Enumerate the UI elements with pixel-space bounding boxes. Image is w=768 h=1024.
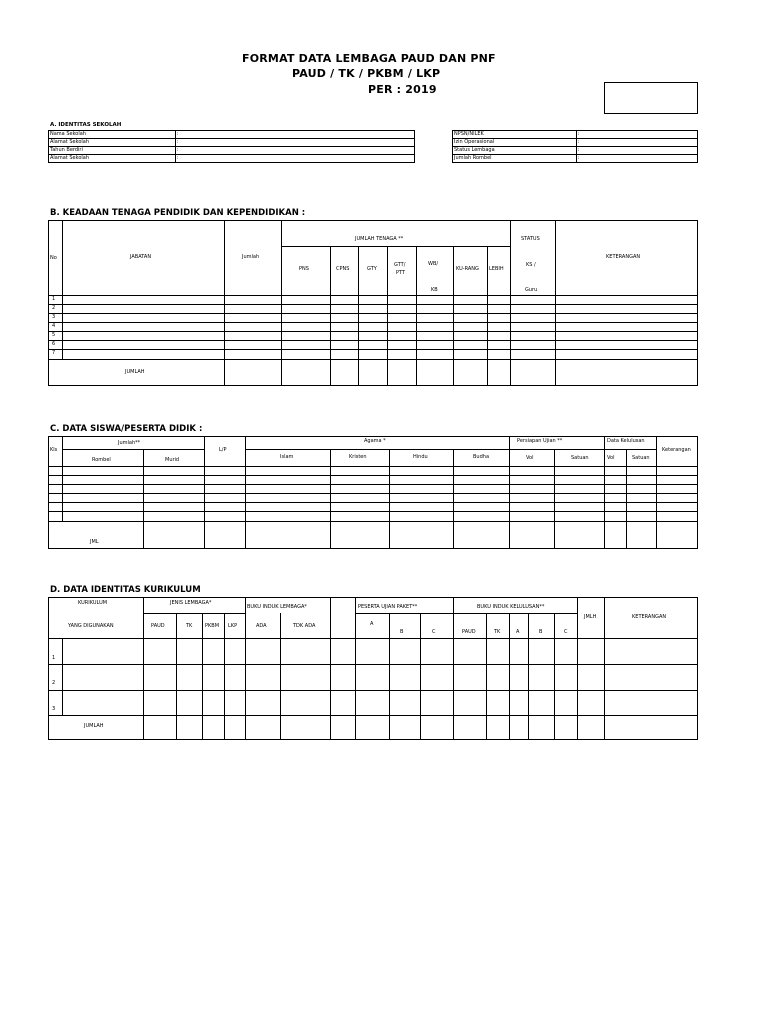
total-label: JUMLAH	[84, 723, 104, 729]
row-number: 1	[52, 655, 56, 661]
identity-table-left	[48, 130, 415, 163]
header-jumlah: Jumlah	[242, 254, 260, 260]
header-tdk-ada: TDK ADA	[293, 623, 316, 629]
header-peserta: PESERTA UJIAN PAKET**	[358, 604, 418, 610]
header-keterangan: KETERANGAN	[632, 614, 667, 620]
header-kristen: Kristen	[349, 454, 367, 460]
header-agama: Agama *	[364, 438, 386, 444]
header-paud-2: PAUD	[462, 629, 476, 635]
header-buku-kelulusan: BUKU INDUK KELULUSAN**	[477, 604, 545, 610]
header-a: A	[370, 621, 374, 627]
header-kurang: KU-RANG	[456, 266, 479, 272]
identity-label: Alamat Sekolah	[49, 155, 176, 163]
header-hindu: Hindu	[413, 454, 428, 460]
section-c-heading: C. DATA SISWA/PESERTA DIDIK :	[50, 424, 203, 434]
identity-value[interactable]: :	[576, 131, 697, 139]
identity-label: Izin Operasional	[453, 139, 577, 147]
identity-value[interactable]: :	[175, 155, 414, 163]
header-ks: KS /	[526, 262, 536, 268]
row-number: 2	[52, 680, 56, 686]
header-cpns: CPNS	[336, 266, 350, 272]
header-budha: Budha	[473, 454, 490, 460]
identity-row	[453, 147, 698, 155]
header-c-2: C	[564, 629, 568, 635]
identity-row	[453, 155, 698, 163]
header-lebih: LEBIH	[489, 266, 504, 272]
identity-value[interactable]: :	[576, 139, 697, 147]
header-yang-digunakan: YANG DIGUNAKAN	[68, 623, 114, 629]
curriculum-table-border	[48, 597, 698, 740]
identity-label: Alamat Sekolah	[49, 139, 176, 147]
title-line-3: PER : 2019	[368, 83, 437, 96]
header-no: No	[50, 255, 57, 261]
header-satuan: Satuan	[571, 455, 589, 461]
header-keterangan: Keterangan	[662, 447, 691, 453]
row-number: 1	[52, 296, 56, 302]
identity-value[interactable]: :	[576, 147, 697, 155]
header-tk: TK	[186, 623, 193, 629]
header-wb: WB/	[428, 261, 439, 267]
header-kurikulum: KURIKULUM	[78, 600, 108, 606]
header-lkp: LKP	[228, 623, 238, 629]
row-number: 3	[52, 314, 56, 320]
header-pkbm: PKBM	[205, 623, 220, 629]
header-jumlah: Jumlah**	[118, 440, 141, 446]
header-buku-induk: BUKU INDUK LEMBAGA*	[247, 604, 307, 610]
identity-table-right	[452, 130, 698, 163]
header-jenis-lembaga: JENIS LEMBAGA*	[170, 600, 212, 606]
identity-row	[49, 131, 415, 139]
identity-value[interactable]: :	[175, 147, 414, 155]
identity-value[interactable]: :	[175, 139, 414, 147]
row-number: 2	[52, 305, 56, 311]
identity-value[interactable]: :	[576, 155, 697, 163]
header-vol: Vol	[526, 455, 534, 461]
identity-row	[453, 139, 698, 147]
header-islam: Islam	[280, 454, 294, 460]
header-murid: Murid	[165, 457, 180, 463]
identity-label: Status Lembaga	[453, 147, 577, 155]
staff-table-border	[48, 220, 698, 386]
total-label: JUMLAH	[125, 369, 145, 375]
identity-label: NPSN/NILEK	[453, 131, 577, 139]
total-label: JML	[90, 539, 99, 545]
identity-label: Jumlah Rombel	[453, 155, 577, 163]
row-number: 4	[52, 323, 56, 329]
identity-label: Nama Sekolah	[49, 131, 176, 139]
identity-row	[49, 147, 415, 155]
header-lp: L/P	[219, 447, 227, 453]
header-c: C	[432, 629, 436, 635]
header-satuan-2: Satuan	[632, 455, 650, 461]
section-a-heading: A. IDENTITAS SEKOLAH	[50, 122, 122, 128]
header-persiapan: Persiapan Ujian **	[517, 438, 563, 444]
title-line-2: PAUD / TK / PKBM / LKP	[292, 67, 441, 80]
header-status: STATUS	[521, 236, 540, 242]
header-gty: GTY	[367, 266, 377, 272]
row-number: 5	[52, 332, 56, 338]
header-a-2: A	[516, 629, 520, 635]
identity-row	[453, 131, 698, 139]
section-d-heading: D. DATA IDENTITAS KURIKULUM	[50, 585, 201, 595]
header-pns: PNS	[299, 266, 309, 272]
header-ada: ADA	[256, 623, 267, 629]
stamp-box	[604, 82, 698, 114]
header-tk-2: TK	[494, 629, 501, 635]
row-number: 6	[52, 341, 56, 347]
title-line-1: FORMAT DATA LEMBAGA PAUD DAN PNF	[242, 52, 496, 65]
header-guru: Guru	[525, 287, 538, 293]
header-b: B	[400, 629, 404, 635]
header-ptt: PTT	[396, 270, 406, 276]
header-b-2: B	[539, 629, 543, 635]
header-kls: Kls	[50, 447, 58, 453]
row-number: 3	[52, 706, 56, 712]
header-keterangan: KETERANGAN	[606, 254, 641, 260]
header-jmlh: JMLH	[584, 614, 597, 620]
header-vol-2: Vol	[607, 455, 615, 461]
header-jabatan: JABATAN	[130, 254, 152, 260]
header-paud: PAUD	[151, 623, 165, 629]
header-rombel: Rombel	[92, 457, 111, 463]
identity-value[interactable]: :	[175, 131, 414, 139]
identity-row	[49, 155, 415, 163]
header-gtt: GTT/	[394, 262, 406, 268]
header-jumlah-tenaga: JUMLAH TENAGA **	[355, 236, 404, 242]
identity-label: Tahun Berdiri	[49, 147, 176, 155]
header-data-kelulusan: Data Kelulusan	[607, 438, 645, 444]
identity-row	[49, 139, 415, 147]
row-number: 7	[52, 350, 56, 356]
section-b-heading: B. KEADAAN TENAGA PENDIDIK DAN KEPENDIDIKAN :	[50, 208, 306, 218]
header-kb: KB	[431, 287, 438, 293]
